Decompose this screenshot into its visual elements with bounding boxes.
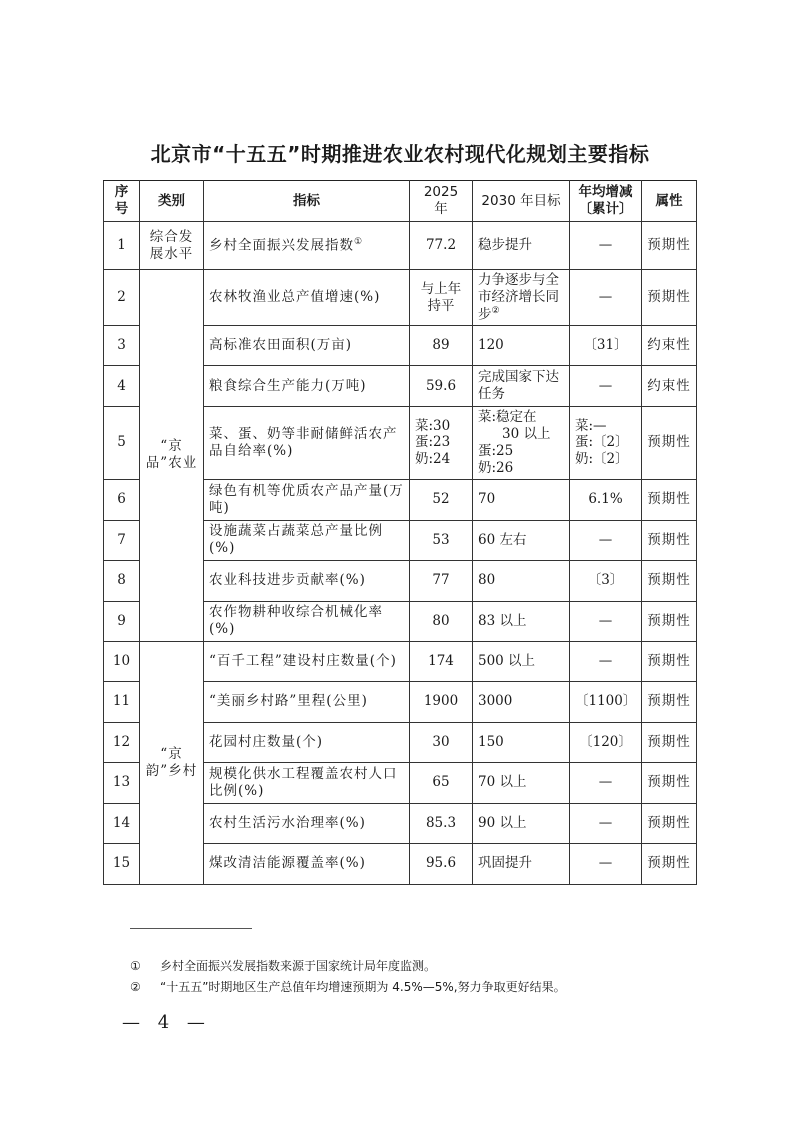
attribute: 预期性 <box>642 520 697 560</box>
indicator-name: 菜、蛋、奶等非耐储鲜活农产品自给率(%) <box>204 407 410 480</box>
attribute: 预期性 <box>642 843 697 884</box>
row-no: 15 <box>104 843 140 884</box>
indicator-name: 绿色有机等优质农产品产量(万吨) <box>204 479 410 520</box>
target-2030: 3000 <box>473 681 570 722</box>
value-2025: 174 <box>410 641 473 681</box>
annual-change: 〔31〕 <box>570 326 642 366</box>
footnote-marker: ① <box>130 959 141 973</box>
indicators-table <box>103 180 697 885</box>
target-line: 蛋:25 <box>478 442 514 459</box>
annual-change: — <box>570 843 642 884</box>
row-no: 6 <box>104 479 140 520</box>
annual-change: 〔120〕 <box>570 722 642 762</box>
target-line: 奶:26 <box>478 459 514 476</box>
indicator-name: 农作物耕种收综合机械化率(%) <box>204 601 410 641</box>
indicator-name: “美丽乡村路”里程(公里) <box>204 681 410 722</box>
target-line: 菜:稳定在 <box>478 409 537 426</box>
header-row <box>104 181 697 222</box>
target-2030: 80 <box>473 560 570 601</box>
attribute: 预期性 <box>642 479 697 520</box>
indicator-name: 高标准农田面积(万亩) <box>204 326 410 366</box>
category-cell: “京韵”乡村 <box>140 641 204 884</box>
value-2025: 85.3 <box>410 803 473 843</box>
indicator-name: 农林牧渔业总产值增速(%) <box>204 270 410 326</box>
row-no: 2 <box>104 270 140 326</box>
header-indicator: 指标 <box>204 181 410 222</box>
attribute: 预期性 <box>642 762 697 803</box>
row-no: 14 <box>104 803 140 843</box>
annual-change: — <box>570 520 642 560</box>
row-no: 3 <box>104 326 140 366</box>
row-no: 11 <box>104 681 140 722</box>
annual-change: 〔3〕 <box>570 560 642 601</box>
target-2030: 70 <box>473 479 570 520</box>
header-category: 类别 <box>140 181 204 222</box>
footnote-divider <box>130 928 252 929</box>
attribute: 预期性 <box>642 222 697 270</box>
attribute: 约束性 <box>642 326 697 366</box>
header-no: 序号 <box>104 181 140 222</box>
annual-change: — <box>570 601 642 641</box>
change-line: 蛋:〔2〕 <box>575 434 629 451</box>
value-line: 奶:24 <box>415 451 451 468</box>
page-number: — 4 — <box>122 1012 211 1033</box>
value-line: 菜:30 <box>415 417 451 434</box>
attribute: 预期性 <box>642 560 697 601</box>
value-2025 <box>410 407 473 480</box>
target-line: 30 以上 <box>502 426 551 442</box>
row-no: 9 <box>104 601 140 641</box>
annual-change: — <box>570 762 642 803</box>
target-2030: 150 <box>473 722 570 762</box>
row-no: 10 <box>104 641 140 681</box>
indicator-name: 花园村庄数量(个) <box>204 722 410 762</box>
value-2025: 与上年持平 <box>410 270 473 326</box>
row-no: 1 <box>104 222 140 270</box>
header-annual-change <box>570 181 642 222</box>
footnote-2 <box>130 978 566 995</box>
indicator-name: 粮食综合生产能力(万吨) <box>204 366 410 407</box>
value-2025: 1900 <box>410 681 473 722</box>
header-2030: 2030 年目标 <box>473 181 570 222</box>
footnote-text: “十五五”时期地区生产总值年均增速预期为 4.5%—5%,努力争取更好结果。 <box>160 980 566 994</box>
header-annual-change-line2: 〔累计〕 <box>578 201 633 217</box>
target-2030: 500 以上 <box>473 641 570 681</box>
target-2030: 巩固提升 <box>473 843 570 884</box>
annual-change: 6.1% <box>570 479 642 520</box>
attribute: 预期性 <box>642 681 697 722</box>
indicator-name: 规模化供水工程覆盖农村人口比例(%) <box>204 762 410 803</box>
footnote-ref: ② <box>491 305 500 316</box>
indicator-name: “百千工程”建设村庄数量(个) <box>204 641 410 681</box>
value-2025: 80 <box>410 601 473 641</box>
row-no: 4 <box>104 366 140 407</box>
footnote-text: 乡村全面振兴发展指数来源于国家统计局年度监测。 <box>160 959 437 973</box>
row-no: 7 <box>104 520 140 560</box>
annual-change <box>570 407 642 480</box>
indicator-name: 农业科技进步贡献率(%) <box>204 560 410 601</box>
header-2025: 2025 年 <box>410 181 473 222</box>
row-no: 12 <box>104 722 140 762</box>
target-2030: 70 以上 <box>473 762 570 803</box>
annual-change: — <box>570 366 642 407</box>
attribute: 预期性 <box>642 601 697 641</box>
value-2025: 53 <box>410 520 473 560</box>
target-2030: 120 <box>473 326 570 366</box>
table-row <box>104 641 697 681</box>
target-2030: 90 以上 <box>473 803 570 843</box>
row-no: 13 <box>104 762 140 803</box>
annual-change: — <box>570 641 642 681</box>
value-line: 蛋:23 <box>415 434 451 451</box>
header-annual-change-line1: 年均增减 <box>578 184 633 201</box>
attribute: 约束性 <box>642 366 697 407</box>
change-line: 菜:— <box>575 417 607 434</box>
target-2030: 完成国家下达任务 <box>473 366 570 407</box>
attribute: 预期性 <box>642 407 697 480</box>
indicator-name: 设施蔬菜占蔬菜总产量比例(%) <box>204 520 410 560</box>
category-cell: 综合发展水平 <box>140 222 204 270</box>
value-2025: 77 <box>410 560 473 601</box>
footnote-1 <box>130 957 436 974</box>
change-line: 奶:〔2〕 <box>575 451 629 468</box>
attribute: 预期性 <box>642 641 697 681</box>
annual-change: — <box>570 222 642 270</box>
row-no: 5 <box>104 407 140 480</box>
value-2025: 59.6 <box>410 366 473 407</box>
value-2025: 65 <box>410 762 473 803</box>
value-2025: 52 <box>410 479 473 520</box>
target-text: 力争逐步与全市经济增长同步 <box>478 272 559 323</box>
footnote-marker: ② <box>130 980 141 994</box>
value-2025: 89 <box>410 326 473 366</box>
table-row <box>104 270 697 326</box>
target-2030 <box>473 407 570 480</box>
target-2030: 60 左右 <box>473 520 570 560</box>
annual-change: — <box>570 270 642 326</box>
indicator-text: 乡村全面振兴发展指数 <box>209 237 354 254</box>
table-row <box>104 222 697 270</box>
annual-change: 〔1100〕 <box>570 681 642 722</box>
target-2030: 83 以上 <box>473 601 570 641</box>
indicator-name: 煤改清洁能源覆盖率(%) <box>204 843 410 884</box>
target-2030: 稳步提升 <box>473 222 570 270</box>
value-2025: 95.6 <box>410 843 473 884</box>
annual-change: — <box>570 803 642 843</box>
indicator-name: 农村生活污水治理率(%) <box>204 803 410 843</box>
footnote-ref: ① <box>354 236 364 247</box>
target-2030 <box>473 270 570 326</box>
value-2025: 30 <box>410 722 473 762</box>
value-2025: 77.2 <box>410 222 473 270</box>
header-attribute: 属性 <box>642 181 697 222</box>
attribute: 预期性 <box>642 722 697 762</box>
indicator-name <box>204 222 410 270</box>
attribute: 预期性 <box>642 803 697 843</box>
page-title: 北京市“十五五”时期推进农业农村现代化规划主要指标 <box>150 142 650 166</box>
attribute: 预期性 <box>642 270 697 326</box>
row-no: 8 <box>104 560 140 601</box>
category-cell: “京品”农业 <box>140 270 204 642</box>
